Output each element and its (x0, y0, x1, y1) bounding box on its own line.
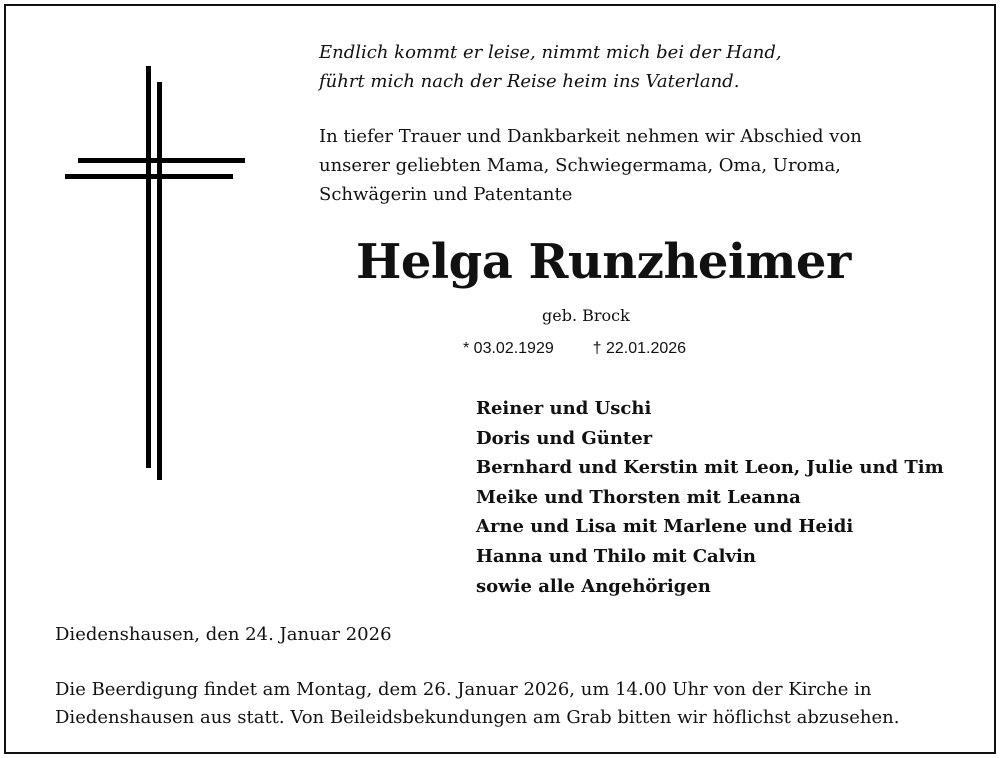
list-item: Hanna und Thilo mit Calvin (476, 545, 756, 567)
notice-line: Die Beerdigung findet am Montag, dem 26. Januar 2026, um 14.00 Uhr von der Kirche in (55, 679, 872, 700)
intro-text (319, 122, 862, 209)
list-item: sowie alle Angehörigen (476, 575, 711, 597)
intro-line: In tiefer Trauer und Dankbarkeit nehmen wir Abschied von (319, 126, 862, 147)
birth-name: geb. Brock (542, 306, 630, 325)
death-date: † 22.01.2026 (592, 340, 687, 357)
list-item: Bernhard und Kerstin mit Leon, Julie und Tim (476, 457, 944, 479)
cross-icon (0, 0, 260, 480)
place-date: Diedenshausen, den 24. Januar 2026 (55, 624, 392, 645)
poem (319, 38, 782, 96)
intro-line: Schwägerin und Patentante (319, 184, 573, 205)
list-item: Reiner und Uschi (476, 398, 652, 419)
deceased-name: Helga Runzheimer (356, 234, 851, 290)
birth-date: * 03.02.1929 (463, 340, 554, 357)
list-item: Doris und Günter (476, 427, 653, 449)
notice-line: Diedenshausen aus statt. Von Beileidsbekundungen am Grab bitten wir höflichst abzusehen. (55, 707, 900, 728)
list-item: Arne und Lisa mit Marlene und Heidi (476, 516, 854, 538)
intro-line: unserer geliebten Mama, Schwiegermama, Oma, Uroma, (319, 155, 841, 176)
list-item: Meike und Thorsten mit Leanna (476, 486, 801, 508)
poem-line: führt mich nach der Reise heim ins Vaterland. (319, 71, 740, 92)
funeral-notice (55, 676, 899, 732)
mourners-list (476, 394, 944, 601)
poem-line: Endlich kommt er leise, nimmt mich bei der Hand, (319, 42, 782, 63)
life-dates (463, 340, 686, 358)
